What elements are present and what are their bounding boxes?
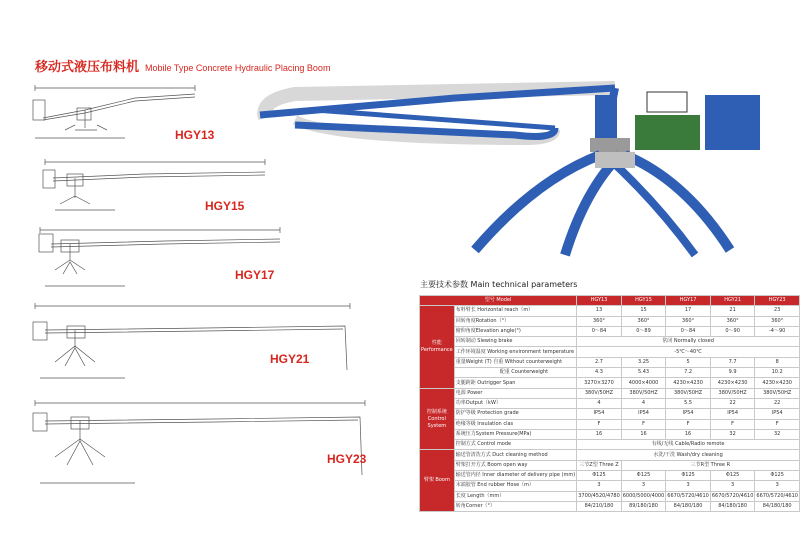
cell: 4230×4230 [666, 378, 711, 388]
sub-label: 配重 Counterweight [499, 369, 549, 376]
cell: 4 [577, 398, 622, 408]
cell: 6000/5000/4000 [621, 491, 666, 501]
cell: IP54 [577, 409, 622, 419]
cell: IP54 [755, 409, 800, 419]
cell: IP54 [666, 409, 711, 419]
cell: 360° [666, 316, 711, 326]
cell: 84/180/180 [755, 501, 800, 511]
row-label: 控制方式 Control mode [454, 440, 577, 450]
table-row [420, 326, 800, 336]
cell: 380V/50HZ [666, 388, 711, 398]
cell: Φ125 [710, 471, 755, 481]
cell: 3.25 [621, 357, 666, 367]
title-english: Mobile Type Concrete Hydraulic Placing Boom [145, 63, 331, 73]
row-label: 电源 Power [454, 388, 577, 398]
table-row [420, 409, 800, 419]
table-row [420, 460, 800, 470]
table-row [420, 378, 800, 388]
cell: 0～90 [710, 326, 755, 336]
cell: 7.7 [710, 357, 755, 367]
model-label-hgy23: HGY23 [327, 452, 367, 466]
cell: 3 [666, 481, 711, 491]
table-row [420, 357, 800, 367]
cell: 3 [621, 481, 666, 491]
cell: 三节R型 Three R [621, 460, 799, 470]
cell: 380V/50HZ [710, 388, 755, 398]
cell: 380V/50HZ [755, 388, 800, 398]
table-header-row [420, 296, 800, 306]
table-row [420, 316, 800, 326]
table-row [420, 440, 800, 450]
cell: 4 [621, 398, 666, 408]
cell: F [577, 419, 622, 429]
table-row [420, 398, 800, 408]
group-control: 控制系统 Control System [420, 388, 455, 450]
cell: 有线/无线 Cable/Radio remote [577, 440, 800, 450]
cell: 0～84 [577, 326, 622, 336]
cell: Φ125 [577, 471, 622, 481]
table-row [420, 419, 800, 429]
params-title: 主要技术参数 Main technical parameters [420, 280, 578, 289]
table-row [420, 450, 800, 460]
header-model: 型号 Model [420, 296, 577, 306]
cell: 4000×4000 [621, 378, 666, 388]
model-label-hgy17: HGY17 [235, 268, 275, 282]
cell: 380V/50HZ [577, 388, 622, 398]
header-hgy17: HGY17 [666, 296, 711, 306]
cell: 3 [577, 481, 622, 491]
drawing-hgy17 [25, 224, 285, 294]
spec-table [419, 295, 800, 512]
cell: 16 [577, 429, 622, 439]
cell: 23 [755, 306, 800, 316]
cell: IP54 [621, 409, 666, 419]
cell: 6670/5720/4610 [710, 491, 755, 501]
cell: 7.2 [666, 368, 711, 378]
row-label: 长度 Length（mm） [454, 491, 577, 501]
drawing-hgy21 [25, 300, 355, 385]
table-row [420, 347, 800, 357]
row-label: 俯仰角度Elevation angle(°) [454, 326, 577, 336]
header-hgy23: HGY23 [755, 296, 800, 306]
cell: 6670/5720/4610 [666, 491, 711, 501]
row-label: 防护等级 Protection grade [454, 409, 577, 419]
header-hgy13: HGY13 [577, 296, 622, 306]
row-label: 回转制动 Slewing brake [454, 337, 577, 347]
cell: Φ125 [621, 471, 666, 481]
cell: 15 [621, 306, 666, 316]
cell: 84/210/180 [577, 501, 622, 511]
table-row [420, 429, 800, 439]
cell: Φ125 [755, 471, 800, 481]
table-row [420, 481, 800, 491]
cell: F [755, 419, 800, 429]
cell: 84/180/180 [710, 501, 755, 511]
header-hgy15: HGY15 [621, 296, 666, 306]
model-label-hgy21: HGY21 [270, 352, 310, 366]
row-label: 工作环境温度 Working environment temperature [454, 347, 577, 357]
table-row [420, 471, 800, 481]
cell: 32 [710, 429, 755, 439]
row-label [454, 357, 577, 367]
table-row [420, 388, 800, 398]
cell: 8 [755, 357, 800, 367]
group-boom: 臂架 Boom [420, 450, 455, 512]
cell: F [666, 419, 711, 429]
cell: 3 [755, 481, 800, 491]
cell: 常闭 Normally closed [577, 337, 800, 347]
drawing-hgy13 [25, 80, 275, 145]
weight-label: 重量Weight (T) [455, 358, 492, 365]
row-label: 臂架打开方式 Boom open way [454, 460, 577, 470]
model-label-hgy15: HGY15 [205, 199, 245, 213]
row-label: 支腿跨距 Outrigger Span [454, 378, 577, 388]
row-label: 末端胶管 End rubber Hose（m） [454, 481, 577, 491]
row-label: 功率Output（kW） [454, 398, 577, 408]
cell: 380V/50HZ [621, 388, 666, 398]
model-label-hgy13: HGY13 [175, 128, 215, 142]
row-label: 输送管清洗方式 Duct cleaning method [454, 450, 577, 460]
cell: -4～90 [755, 326, 800, 336]
cell: 3 [710, 481, 755, 491]
header-hgy21: HGY21 [710, 296, 755, 306]
cell: 9.9 [710, 368, 755, 378]
row-label: 布料臂长 Horizontal reach（m） [454, 306, 577, 316]
cell: 水洗/干洗 Wash/dry cleaning [577, 450, 800, 460]
cell: 3700/4520/4780 [577, 491, 622, 501]
group-performance: 性能 Performance [420, 306, 455, 388]
row-label: 绝缘等级 Insulation clas [454, 419, 577, 429]
table-row [420, 368, 800, 378]
cell: Φ125 [666, 471, 711, 481]
cell: F [710, 419, 755, 429]
cell: 360° [710, 316, 755, 326]
cell: 360° [755, 316, 800, 326]
cell: 0～89 [621, 326, 666, 336]
row-label: 输送管内径 Inner diameter of delivery pipe (mm) [454, 471, 577, 481]
title-chinese: 移动式液压布料机 [35, 60, 140, 75]
cell: 4230×4230 [755, 378, 800, 388]
cell: 32 [755, 429, 800, 439]
cell: 21 [710, 306, 755, 316]
row-label: 系统压力System Pressure(MPa) [454, 429, 577, 439]
cell: 89/180/180 [621, 501, 666, 511]
row-label: 转角Corner（°） [454, 501, 577, 511]
table-row [420, 491, 800, 501]
cell: 4230×4230 [710, 378, 755, 388]
cell: 22 [755, 398, 800, 408]
cell: F [621, 419, 666, 429]
cell: 13 [577, 306, 622, 316]
cell: 5.43 [621, 368, 666, 378]
cell: 3270×3270 [577, 378, 622, 388]
cell: 三节Z型 Three Z [577, 460, 622, 470]
cell: IP54 [710, 409, 755, 419]
cell: 5.5 [666, 398, 711, 408]
cell: 6670/5720/4610 [755, 491, 800, 501]
cell: 17 [666, 306, 711, 316]
cell: 16 [621, 429, 666, 439]
cell: 4.3 [577, 368, 622, 378]
table-row [420, 501, 800, 511]
cell: 22 [710, 398, 755, 408]
cell: 5 [666, 357, 711, 367]
table-row [420, 337, 800, 347]
cell: 360° [621, 316, 666, 326]
cell: -5℃～40℃ [577, 347, 800, 357]
row-label [454, 368, 577, 378]
row-label: 回转角度Rotation（°） [454, 316, 577, 326]
cell: 0～84 [666, 326, 711, 336]
cell: 16 [666, 429, 711, 439]
cell: 360° [577, 316, 622, 326]
sub-label: 自重 Without counterweight [493, 358, 563, 365]
placing-boom-photo [255, 70, 790, 260]
cell: 2.7 [577, 357, 622, 367]
cell: 10.2 [755, 368, 800, 378]
cell: 84/180/180 [666, 501, 711, 511]
table-row [420, 306, 800, 316]
drawing-hgy23 [25, 395, 370, 495]
